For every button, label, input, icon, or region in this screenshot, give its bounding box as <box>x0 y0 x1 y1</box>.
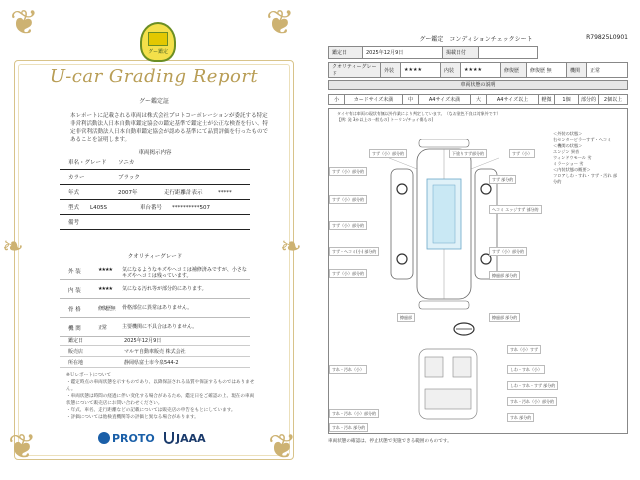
proto-logo-text: PROTO <box>112 432 155 445</box>
grade-row-interior <box>60 281 250 299</box>
ornament-bottom-right-icon: ❦ <box>268 427 297 467</box>
damage-label: 下塗りすず部分的 <box>449 149 487 158</box>
report-title: U-car Grading Report <box>49 66 259 87</box>
vehicle-row-name <box>60 156 250 170</box>
damage-label: すれ・汚れ（小）部分的 <box>329 409 379 418</box>
vehicle-value: 2007年 <box>118 190 138 196</box>
grade-row-frame <box>60 300 250 318</box>
grade-section-title: クオリティーグレード <box>127 254 183 260</box>
publish-value <box>479 47 538 59</box>
quality-item-label: 内装 <box>441 63 461 78</box>
grade-label: 骨 格 <box>68 307 81 313</box>
vehicle-value: ソニカ <box>118 160 135 166</box>
size-cell: 1個 <box>555 95 579 105</box>
sheet-code: R79825L0901 <box>586 34 628 41</box>
grading-report-certificate <box>0 0 308 480</box>
info-label: 販売店 <box>68 349 84 355</box>
legend-line: ＜外装の状態＞ <box>553 131 583 136</box>
report-intro: 本レポートに記載される車両は株式会社プロトコーポレーションが委託する特定非営利活動法人日本自動車鑑定協会の鑑定基準で鑑定士が公正な検査を行い、特定非営利活動法人日本自動車鑑定協会が認める基準にて品質評価を行ったものであることを証明します。 <box>70 113 269 143</box>
grade-stars: ★★★★ <box>98 267 112 273</box>
sheet-footer-note: 車両状態の確認は、停止状態で実施できる範囲のものです。 <box>328 439 452 444</box>
mileage-label: 走行距離計表示 <box>164 190 203 196</box>
quality-item-value: ★★★★ <box>401 63 441 78</box>
damage-label: すず（小）部分的 <box>329 269 367 278</box>
ornament-right-icon: ❧ <box>280 232 302 262</box>
info-label: 所在地 <box>68 360 84 366</box>
mileage-value: ***** <box>218 190 232 196</box>
size-legend-table <box>328 94 628 105</box>
condition-header: 車両状態の説明 <box>328 80 628 90</box>
damage-label: 擦過部 部分的 <box>489 313 520 322</box>
damage-label: すれ・汚れ（小） <box>329 365 367 374</box>
grade-stars: 正常 <box>98 325 107 331</box>
grade-desc: 骨格部位に異常はありません。 <box>122 305 193 311</box>
vehicle-label: 備考 <box>68 220 80 226</box>
damage-label: しわ・すれ（小） <box>507 365 545 374</box>
info-label: 鑑定日 <box>68 338 84 344</box>
chassis-value: **********507 <box>172 205 210 211</box>
date-value: 2025年12月9日 <box>363 47 443 59</box>
ornament-left-icon: ❧ <box>2 232 24 262</box>
proto-logo-icon <box>98 432 110 444</box>
damage-label: すれ・汚れ（小）部分的 <box>507 397 557 406</box>
jaaa-logo-text: JAAA <box>176 432 206 445</box>
grade-row-exterior <box>60 262 250 280</box>
damage-label: すれ 部分的 <box>507 413 534 422</box>
jaaa-logo-icon <box>164 432 174 444</box>
damage-label: 擦過部 <box>397 313 415 322</box>
quality-item-value: 正常 <box>587 63 628 78</box>
vehicle-diagram-panel <box>328 108 628 434</box>
grade-stars: 修復歴 無 <box>98 306 115 312</box>
grade-label: 機 関 <box>68 326 81 332</box>
goo-kantei-badge-icon <box>140 22 176 62</box>
grade-desc: 気になる汚れ等が部分的にあります。 <box>122 286 207 292</box>
damage-label: すず（小）部分的 <box>329 167 367 176</box>
vehicle-row-remarks <box>60 216 250 230</box>
vehicle-row-color <box>60 171 250 185</box>
damage-label: 擦過部 部分的 <box>489 271 520 280</box>
size-cell: 2個以上 <box>599 95 628 105</box>
car-diagram-icon <box>389 139 499 429</box>
grade-stars: ★★★★ <box>98 286 112 292</box>
date-label: 鑑定日 <box>329 47 363 59</box>
info-value: 静岡県富士市今泉544-2 <box>124 360 179 366</box>
chassis-label: 車台番号 <box>140 205 163 211</box>
grade-label: 外 装 <box>68 269 81 275</box>
sheet-title: グー鑑定 コンディションチェックシート <box>419 36 533 43</box>
grade-desc: 主要機関に不具合はありません。 <box>122 324 198 330</box>
note-item: ・車両状態は時間の経過に伴い変化する場合があるため、鑑定日をご確認の上、現在の車両状態について販売店にお問い合わせください。 <box>66 394 255 406</box>
badge-shield-icon <box>148 32 168 46</box>
info-row-dealer <box>60 347 250 357</box>
vehicle-row-year <box>60 186 250 200</box>
vehicle-label: 年式 <box>68 190 80 196</box>
legend-line: 右センターピラーすず・ヘコミ <box>553 137 612 142</box>
condition-check-sheet <box>318 26 634 470</box>
vehicle-label: 車名・グレード <box>68 160 107 166</box>
damage-label: すず（小）部分的 <box>329 195 367 204</box>
quality-label: クオリティーグレード <box>329 63 381 78</box>
legend-line: エンジン 異音 <box>553 149 580 154</box>
grade-label: 内 装 <box>68 288 81 294</box>
legend-line: フロアしわ・すれ・すず・汚れ 部分的 <box>553 173 618 184</box>
size-cell: カードサイズ未満 <box>345 95 403 105</box>
vehicle-label: カラー <box>68 175 85 181</box>
damage-label: すず・ヘコミ(小) 部分的 <box>329 247 379 256</box>
quality-table <box>328 62 628 78</box>
size-cell: 軽微 <box>539 95 555 105</box>
quality-item-label: 外装 <box>381 63 401 78</box>
size-cell: A4サイズ以上 <box>487 95 539 105</box>
report-notes <box>66 372 256 421</box>
damage-label: すず（小） <box>509 149 535 158</box>
size-cell: A4サイズ未満 <box>419 95 471 105</box>
size-cell: 大 <box>471 95 487 105</box>
diagram-note: 【例: 発 3か以上の一般もの] トーリン/チョイ傷もの] <box>337 117 434 122</box>
legend-line: ウィンドウモール 劣 <box>553 155 592 160</box>
legend-line: ミラーショー 劣 <box>553 161 584 166</box>
quality-item-label: 機関 <box>567 63 587 78</box>
quality-item-value: ★★★★ <box>461 63 501 78</box>
quality-item-label: 修復歴 <box>501 63 527 78</box>
meta-table <box>328 46 538 59</box>
vehicle-value: ブラック <box>118 175 140 181</box>
grade-desc: 気になるようなキズやヘコミは補修済みですが、小さなキズやヘコミは残っています。 <box>122 267 247 279</box>
damage-label: すれ・汚れ 部分的 <box>329 423 368 432</box>
vehicle-row-model <box>60 201 250 215</box>
info-row-address <box>60 358 250 368</box>
damage-label: すず（小）部分的 <box>369 149 407 158</box>
legend-line: ＜内装状態の概要＞ <box>553 167 591 172</box>
info-row-date <box>60 336 250 346</box>
notes-title: ※Ｕレポートについて <box>66 373 112 378</box>
diagram-note: タイヤ有は車両の現状有無以外作業により判定しています。（なお塗色不良は対象外です） <box>337 111 501 116</box>
grade-row-engine <box>60 319 250 337</box>
info-value: マルヤ自動車販売 株式会社 <box>124 349 186 355</box>
note-item: ・年式、車名、走行距離などの記載については販売店の申告をもとにしています。 <box>66 408 236 413</box>
damage-label: ヘコミ エッジすず 部分的 <box>489 205 542 214</box>
damage-label: すれ（小）すず <box>507 345 541 354</box>
condition-legend <box>553 131 619 185</box>
damage-label: すず（小）部分的 <box>329 221 367 230</box>
damage-label: すず 部分的 <box>489 175 516 184</box>
publish-label: 掲載日付 <box>443 47 479 59</box>
size-cell: 部分的 <box>579 95 599 105</box>
damage-label: しわ・すれ・すず 部分的 <box>507 381 558 390</box>
vehicle-label: 型式 <box>68 205 80 211</box>
legend-line: ＜機関の状態＞ <box>553 143 583 148</box>
ornament-bottom-left-icon: ❦ <box>8 427 37 467</box>
size-cell: 中 <box>403 95 419 105</box>
vehicle-section-title: 車両掲示内容 <box>138 150 172 156</box>
note-item: ・評価については他検査機関等の評価と異なる場合があります。 <box>66 415 199 420</box>
ornament-top-left-icon: ❦ <box>10 3 39 43</box>
damage-label: すず（小）部分的 <box>489 247 527 256</box>
badge-text: グー鑑定 <box>147 49 168 55</box>
vehicle-value: L405S <box>90 205 108 211</box>
size-cell: 小 <box>329 95 345 105</box>
quality-item-value: 修復歴 無 <box>527 63 567 78</box>
report-subtitle: グー鑑定証 <box>138 98 169 105</box>
note-item: ・鑑定時点の車両状態を示すものであり、以降保証される品質や保証するものではありません。 <box>66 380 255 392</box>
ornament-top-right-icon: ❦ <box>266 3 295 43</box>
info-value: 2025年12月9日 <box>124 338 162 344</box>
